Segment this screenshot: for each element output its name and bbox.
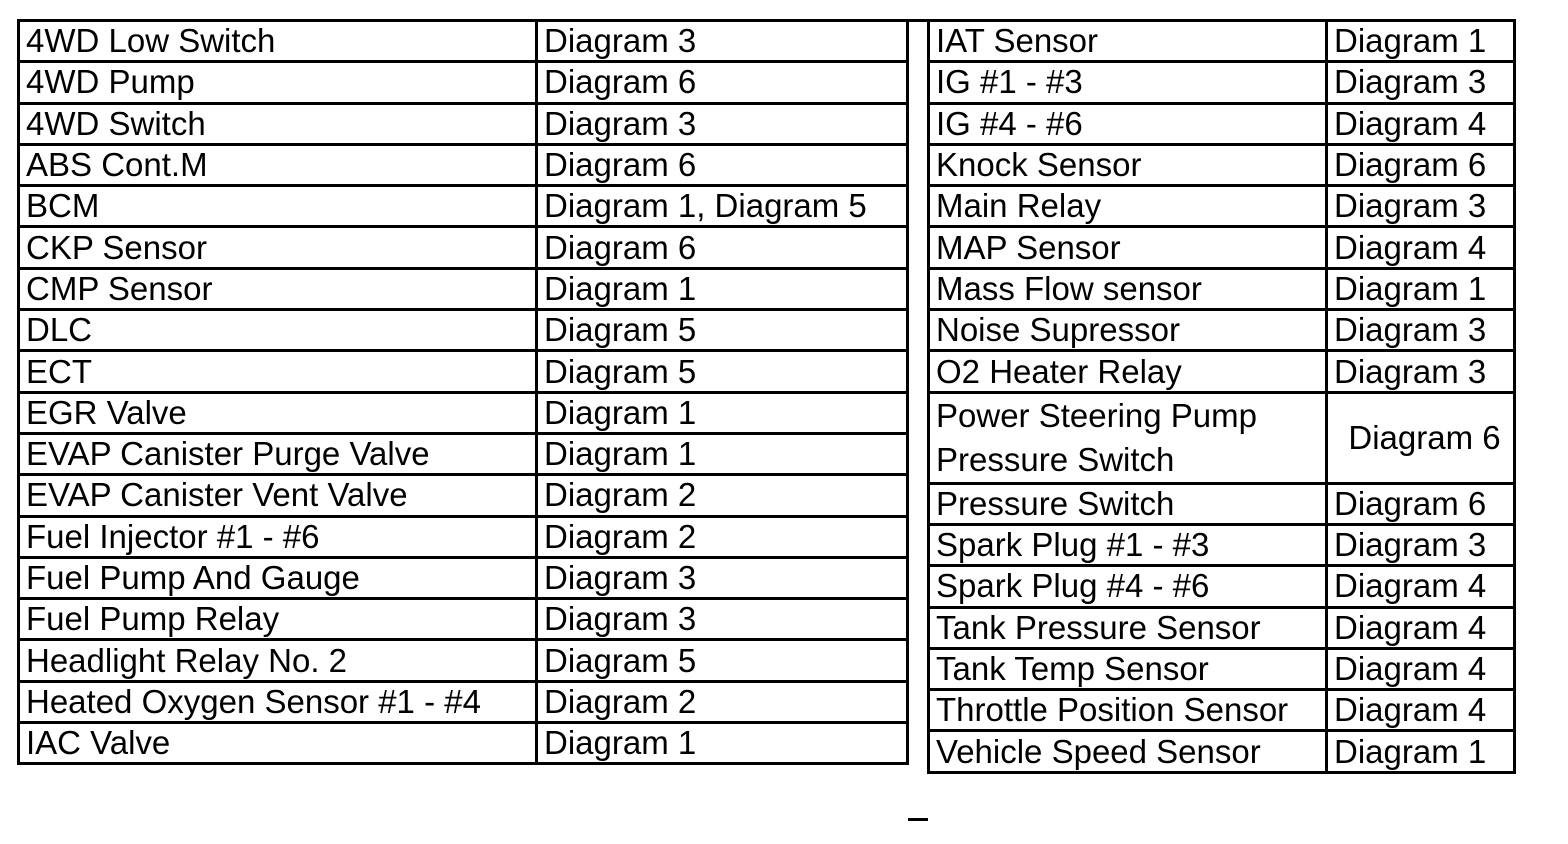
component-name: Heated Oxygen Sensor #1 - #4 [19,681,537,722]
table-row [19,351,908,392]
component-name: 4WD Switch [19,103,537,144]
diagram-ref: Diagram 4 [1327,648,1515,689]
table-row [19,723,908,764]
component-name: Pressure Switch [929,483,1327,524]
diagram-ref: Diagram 1 [537,723,908,764]
diagram-ref: Diagram 3 [537,21,908,62]
table-row [929,21,1515,62]
table-row [19,62,908,103]
component-name: BCM [19,186,537,227]
component-name: IAT Sensor [929,21,1327,62]
component-name: O2 Heater Relay [929,351,1327,392]
component-name: Spark Plug #4 - #6 [929,566,1327,607]
table-row [19,144,908,185]
component-name: MAP Sensor [929,227,1327,268]
table-row [19,310,908,351]
component-name: EVAP Canister Vent Valve [19,475,537,516]
diagram-ref: Diagram 3 [537,557,908,598]
component-name: Main Relay [929,186,1327,227]
component-name: DLC [19,310,537,351]
table-row [929,227,1515,268]
table-row-merged [929,392,1515,483]
table-row [929,186,1515,227]
table-row [19,433,908,474]
diagram-ref: Diagram 1 [537,433,908,474]
table-row [19,186,908,227]
component-name: Headlight Relay No. 2 [19,640,537,681]
diagram-ref: Diagram 1 [1327,731,1515,772]
table-row [19,681,908,722]
component-name: IAC Valve [19,723,537,764]
diagram-ref: Diagram 3 [1327,186,1515,227]
diagram-ref: Diagram 3 [537,599,908,640]
table-row [929,103,1515,144]
component-name: Mass Flow sensor [929,268,1327,309]
component-name-two-line [929,392,1327,483]
table-row [929,310,1515,351]
table-row [929,648,1515,689]
component-name: Tank Temp Sensor [929,648,1327,689]
diagram-ref: Diagram 6 [1327,483,1515,524]
diagram-ref: Diagram 2 [537,475,908,516]
table-row [19,227,908,268]
diagram-ref: Diagram 3 [1327,351,1515,392]
component-name: CKP Sensor [19,227,537,268]
diagram-ref: Diagram 3 [537,103,908,144]
table-row [929,483,1515,524]
table-row [929,607,1515,648]
table-row [19,268,908,309]
diagram-ref: Diagram 4 [1327,227,1515,268]
component-name: IG #4 - #6 [929,103,1327,144]
diagram-ref: Diagram 6 [537,144,908,185]
component-name: Fuel Injector #1 - #6 [19,516,537,557]
table-row [929,268,1515,309]
diagram-ref: Diagram 4 [1327,690,1515,731]
table-row [929,524,1515,565]
diagram-ref: Diagram 3 [1327,62,1515,103]
diagram-ref: Diagram 1 [1327,268,1515,309]
component-name: Knock Sensor [929,144,1327,185]
table-row [929,62,1515,103]
component-name: Spark Plug #1 - #3 [929,524,1327,565]
component-name-line1: Power Steering Pump [936,396,1257,434]
diagram-ref: Diagram 3 [1327,524,1515,565]
left-component-table [17,19,909,765]
component-name: Fuel Pump Relay [19,599,537,640]
component-name: CMP Sensor [19,268,537,309]
table-row [19,640,908,681]
diagram-ref: Diagram 1 [537,392,908,433]
diagram-ref: Diagram 6 [1327,144,1515,185]
component-name: 4WD Pump [19,62,537,103]
component-name: 4WD Low Switch [19,21,537,62]
table-row [19,599,908,640]
diagram-ref: Diagram 5 [537,310,908,351]
diagram-ref: Diagram 2 [537,516,908,557]
right-component-table [927,19,1516,774]
diagram-ref: Diagram 6 [537,62,908,103]
table-row [19,516,908,557]
diagram-ref: Diagram 4 [1327,607,1515,648]
component-name: Vehicle Speed Sensor [929,731,1327,772]
component-name: Tank Pressure Sensor [929,607,1327,648]
component-name: IG #1 - #3 [929,62,1327,103]
diagram-ref: Diagram 4 [1327,566,1515,607]
component-name: Noise Supressor [929,310,1327,351]
component-name: EGR Valve [19,392,537,433]
table-row [929,690,1515,731]
table-row [19,475,908,516]
diagram-ref: Diagram 5 [537,351,908,392]
diagram-ref: Diagram 1 [1327,21,1515,62]
table-row [19,557,908,598]
diagram-ref: Diagram 3 [1327,310,1515,351]
component-name: Fuel Pump And Gauge [19,557,537,598]
table-row [929,566,1515,607]
diagram-ref: Diagram 4 [1327,103,1515,144]
component-name: Throttle Position Sensor [929,690,1327,731]
diagram-ref: Diagram 1 [537,268,908,309]
table-row [929,144,1515,185]
diagram-ref: Diagram 5 [537,640,908,681]
component-name: EVAP Canister Purge Valve [19,433,537,474]
table-row [929,351,1515,392]
component-name-line2: Pressure Switch [936,440,1175,478]
component-name: ABS Cont.M [19,144,537,185]
component-name: ECT [19,351,537,392]
table-row [19,21,908,62]
column-gap [908,19,928,821]
component-index-sheet [17,19,1516,821]
table-row [19,392,908,433]
table-row [19,103,908,144]
diagram-ref: Diagram 6 [537,227,908,268]
diagram-ref: Diagram 1, Diagram 5 [537,186,908,227]
table-row [929,731,1515,772]
diagram-ref: Diagram 2 [537,681,908,722]
diagram-ref: Diagram 6 [1327,392,1515,483]
